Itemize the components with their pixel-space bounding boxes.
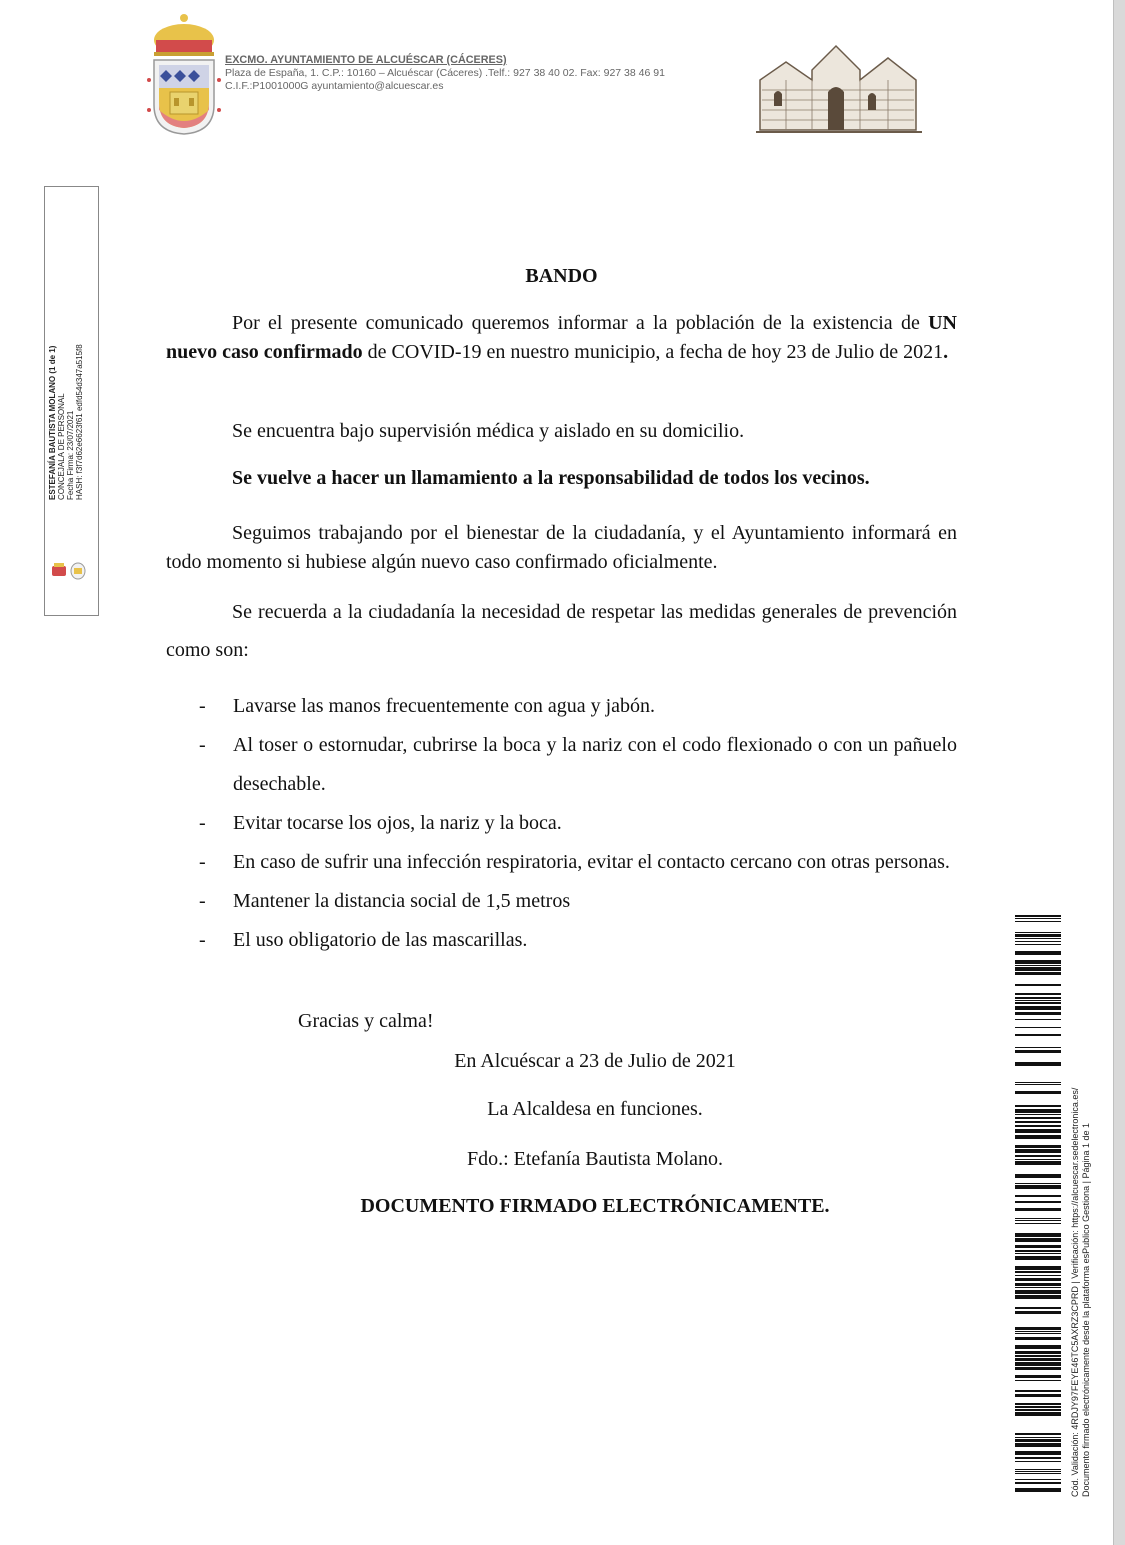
list-item-text: El uso obligatorio de las mascarillas.	[233, 929, 528, 951]
place-date: En Alcuéscar a 23 de Julio de 2021	[454, 1050, 736, 1072]
list-item-text: Evitar tocarse los ojos, la nariz y la boca.	[233, 812, 562, 834]
p1-text-end: de COVID-19 en nuestro municipio, a fecha de hoy 23 de Julio de 2021	[362, 341, 944, 363]
signer-name: ESTEFANÍA BAUTISTA MOLANO (1 de 1)	[48, 345, 57, 500]
paragraph-measures-intro: Se recuerda a la ciudadanía la necesidad de respetar las medidas generales de prevención como son:	[166, 601, 957, 661]
list-item	[166, 921, 957, 960]
closing-line: Gracias y calma!	[298, 1010, 434, 1032]
verification-code: Cód. Validación: 4RDJY97FEYE46TC5AXRZ3CPRD | Verificación: https://alcuescar.sedelectronica.es/	[1070, 1087, 1080, 1497]
list-dash: -	[199, 812, 206, 834]
list-dash: -	[199, 734, 206, 756]
list-item-text: Al toser o estornudar, cubrirse la boca y la nariz con el codo flexionado o con un pañuelo desechable.	[233, 734, 957, 795]
paragraph-isolation: Se encuentra bajo supervisión médica y aislado en su domicilio.	[232, 420, 745, 442]
paragraph-announcement	[166, 309, 957, 367]
church-illustration-icon	[756, 40, 926, 134]
list-dash: -	[199, 929, 206, 951]
letterhead-address: Plaza de España, 1. C.P.: 10160 – Alcuéscar (Cáceres) .Telf.: 927 38 40 02. Fax: 927 38 46 91	[225, 67, 665, 79]
list-dash: -	[199, 695, 206, 717]
letterhead-title: EXCMO. AYUNTAMIENTO DE ALCUÉSCAR (CÁCERES)	[225, 54, 507, 66]
paragraph-work: Seguimos trabajando por el bienestar de la ciudadanía, y el Ayuntamiento informará en todo momento si hubiese algún nuevo caso confirmado oficialmente.	[166, 522, 957, 573]
list-dash: -	[199, 890, 206, 912]
signed-by: Fdo.: Etefanía Bautista Molano.	[466, 1148, 724, 1170]
signer-position: La Alcaldesa en funciones.	[487, 1098, 703, 1120]
signature-stamp	[48, 344, 84, 500]
signature-date: Fecha Firma: 23/07/2021	[66, 410, 75, 500]
verification-text	[1070, 1088, 1092, 1497]
list-item-text: En caso de sufrir una infección respiratoria, evitar el contacto cercano con otras personas.	[233, 851, 950, 873]
list-item-text: Mantener la distancia social de 1,5 metros	[233, 890, 571, 912]
list-item	[166, 687, 957, 726]
page-edge	[1114, 0, 1125, 1545]
list-item-text: Lavarse las manos frecuentemente con agua y jabón.	[233, 695, 656, 717]
e-signed-notice: DOCUMENTO FIRMADO ELECTRÓNICAMENTE.	[360, 1195, 830, 1217]
list-item	[166, 882, 957, 921]
measures-list	[166, 687, 957, 960]
letterhead-cif-email: C.I.F.:P1001000G ayuntamiento@alcuescar.es	[225, 80, 444, 92]
list-item	[166, 726, 957, 804]
list-dash: -	[199, 851, 206, 873]
list-item	[166, 804, 957, 843]
paragraph-appeal: Se vuelve a hacer un llamamiento a la responsabilidad de todos los vecinos.	[232, 467, 870, 489]
p1-bold-text: UN nuevo caso confirmado	[166, 312, 957, 363]
verification-platform: Documento firmado electrónicamente desde la plataforma esPublico Gestiona | Página 1 de 1	[1081, 1122, 1091, 1497]
p1-period: .	[943, 341, 949, 363]
list-item	[166, 843, 957, 882]
p1-text-start: Por el presente comunicado queremos informar a la población de la existencia de	[232, 312, 929, 334]
coat-of-arms-icon	[146, 10, 222, 136]
mini-crest-icon	[52, 560, 86, 580]
letterhead	[225, 54, 665, 93]
document-title: BANDO	[525, 265, 598, 287]
barcode-icon	[1015, 915, 1061, 1495]
signer-role: CONCEJALA DE PERSONAL	[57, 393, 66, 500]
signature-hash: HASH: f3f7d62e6623f61 edfd54d347a515f8	[75, 344, 84, 500]
